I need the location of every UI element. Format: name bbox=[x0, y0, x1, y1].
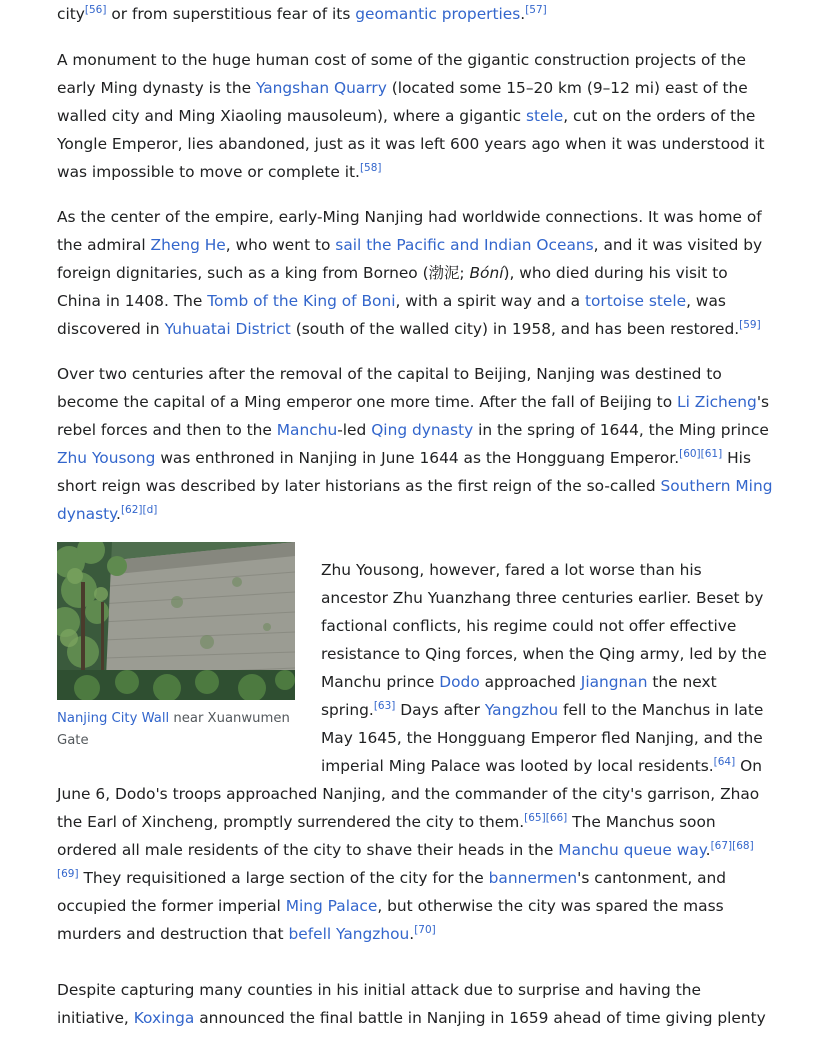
link-jiangnan[interactable]: Jiangnan bbox=[580, 673, 648, 691]
link-koxinga[interactable]: Koxinga bbox=[133, 1009, 195, 1027]
link-manchu[interactable]: Manchu bbox=[276, 421, 338, 439]
link-yangzhou[interactable]: Yangzhou bbox=[484, 701, 559, 719]
text-italic: Bóní bbox=[469, 264, 504, 282]
note-d[interactable]: [d] bbox=[142, 503, 158, 516]
text: in the spring of 1644, the Ming prince bbox=[473, 421, 769, 439]
link-zhu-yousong[interactable]: Zhu Yousong bbox=[57, 449, 156, 467]
text: city bbox=[57, 5, 85, 23]
link-tortoise-stele[interactable]: tortoise stele bbox=[584, 292, 687, 310]
text: On June 6, Dodo's troops approached Nanjing, and the commander of the city's garrison, Zhao the Earl of Xincheng, promptly surrendered the city to them. bbox=[57, 757, 762, 831]
link-nanjing-city-wall[interactable]: Nanjing City Wall bbox=[57, 711, 170, 726]
reference-67[interactable]: [67] bbox=[710, 839, 733, 852]
paragraph-continuation bbox=[57, 0, 773, 28]
text: Days after bbox=[395, 701, 485, 719]
paragraph-koxinga bbox=[57, 976, 773, 1032]
link-geomantic-properties[interactable]: geomantic properties bbox=[355, 5, 521, 23]
text: . bbox=[520, 5, 526, 23]
link-qing-dynasty[interactable]: Qing dynasty bbox=[371, 421, 474, 439]
text: As the center of the empire, early-Ming Nanjing had worldwide connections. It was home of the admiral bbox=[57, 208, 762, 254]
city-wall-photo-drawing bbox=[57, 542, 295, 700]
reference-59[interactable]: [59] bbox=[739, 318, 761, 331]
link-manchu-queue-way[interactable]: Manchu queue way bbox=[558, 841, 706, 859]
link-southern-ming-dynasty[interactable]: Southern Ming dynasty bbox=[57, 477, 773, 523]
text: fell to the Manchus in late May 1645, the Hongguang Emperor fled Nanjing, and the imperial Ming Palace was looted by local residents. bbox=[321, 701, 764, 775]
text: . bbox=[409, 925, 415, 943]
text: , but otherwise the city was spared the mass murders and destruction that bbox=[57, 897, 724, 943]
text: , and it was visited by foreign dignitaries, such as a king from Borneo (渤泥; bbox=[57, 236, 763, 282]
text: ), who died during his visit to China in 1408. The bbox=[57, 264, 728, 310]
text: 's cantonment, and occupied the former imperial bbox=[57, 869, 727, 915]
link-bannermen[interactable]: bannermen bbox=[488, 869, 578, 887]
paragraph-yangshan-quarry bbox=[57, 46, 773, 186]
link-zheng-he[interactable]: Zheng He bbox=[150, 236, 226, 254]
link-yuhuatai-district[interactable]: Yuhuatai District bbox=[164, 320, 291, 338]
link-yangshan-quarry[interactable]: Yangshan Quarry bbox=[255, 79, 387, 97]
text: . bbox=[116, 505, 121, 523]
text: the next spring. bbox=[321, 673, 717, 719]
text: Over two centuries after the removal of the capital to Beijing, Nanjing was destined to become the capital of a Ming emperor one more time. After the fall of Beijing to bbox=[57, 365, 722, 411]
reference-68[interactable]: [68] bbox=[732, 839, 754, 852]
link-ming-palace[interactable]: Ming Palace bbox=[285, 897, 378, 915]
paragraph-center-of-empire bbox=[57, 203, 773, 343]
text: announced the final battle in Nanjing in 1659 ahead of time giving plenty bbox=[194, 1009, 766, 1027]
text: (south of the walled city) in 1958, and has been restored. bbox=[290, 320, 740, 338]
reference-58[interactable]: [58] bbox=[359, 161, 382, 174]
article-body bbox=[57, 0, 773, 1032]
text: approached bbox=[479, 673, 581, 691]
paragraph-southern-ming bbox=[57, 360, 773, 528]
reference-66[interactable]: [66] bbox=[545, 811, 568, 824]
text: They requisitioned a large section of the city for the bbox=[78, 869, 489, 887]
reference-62[interactable]: [62] bbox=[120, 503, 143, 516]
reference-65[interactable]: [65] bbox=[524, 811, 546, 824]
reference-64[interactable]: [64] bbox=[713, 755, 736, 768]
text: was enthroned in Nanjing in June 1644 as the Hongguang Emperor. bbox=[155, 449, 680, 467]
reference-63[interactable]: [63] bbox=[373, 699, 396, 712]
link-sail-oceans[interactable]: sail the Pacific and Indian Oceans bbox=[335, 236, 594, 254]
reference-56[interactable]: [56] bbox=[84, 3, 107, 16]
city-wall-photo[interactable] bbox=[57, 542, 295, 700]
link-li-zicheng[interactable]: Li Zicheng bbox=[677, 393, 757, 411]
reference-70[interactable]: [70] bbox=[414, 923, 436, 936]
text: (located some 15–20 km (9–12 mi) east of the walled city and Ming Xiaoling mausoleum), where a gigantic bbox=[57, 79, 748, 125]
text: Despite capturing many counties in his initial attack due to surprise and having the initiative, bbox=[57, 981, 701, 1027]
text: . bbox=[705, 841, 711, 859]
text: -led bbox=[337, 421, 372, 439]
link-dodo[interactable]: Dodo bbox=[439, 673, 480, 691]
link-stele[interactable]: stele bbox=[525, 107, 564, 125]
text: , was discovered in bbox=[57, 292, 726, 338]
text: 's rebel forces and then to the bbox=[57, 393, 770, 439]
text: , cut on the orders of the Yongle Emperor, lies abandoned, just as it was left 600 years ago when it was understood it was impossible to move or complete it. bbox=[57, 107, 765, 181]
text: , with a spirit way and a bbox=[395, 292, 585, 310]
reference-57[interactable]: [57] bbox=[525, 3, 547, 16]
text: A monument to the huge human cost of some of the gigantic construction projects of the early Ming dynasty is the bbox=[57, 51, 746, 97]
reference-61[interactable]: [61] bbox=[700, 447, 723, 460]
text: The Manchus soon ordered all male residents of the city to shave their heads in the bbox=[57, 813, 716, 859]
caption-text: near Xuanwumen Gate bbox=[57, 711, 290, 748]
link-tomb-king-boni[interactable]: Tomb of the King of Boni bbox=[207, 292, 396, 310]
text: , who went to bbox=[225, 236, 336, 254]
link-befell-yangzhou[interactable]: befell Yangzhou bbox=[288, 925, 410, 943]
reference-69[interactable]: [69] bbox=[57, 867, 79, 880]
text: His short reign was described by later historians as the first reign of the so-called bbox=[57, 449, 751, 495]
reference-60[interactable]: [60] bbox=[679, 447, 701, 460]
text: or from superstitious fear of its bbox=[106, 5, 356, 23]
figure-caption bbox=[57, 708, 295, 752]
text: Zhu Yousong, however, fared a lot worse than his ancestor Zhu Yuanzhang three centuries earlier. Beset by factional conflicts, his regime could not offer effective resistance to Qing forces, when the Qing army, led by the Manchu prince bbox=[321, 561, 767, 691]
figure-city-wall bbox=[57, 542, 295, 752]
